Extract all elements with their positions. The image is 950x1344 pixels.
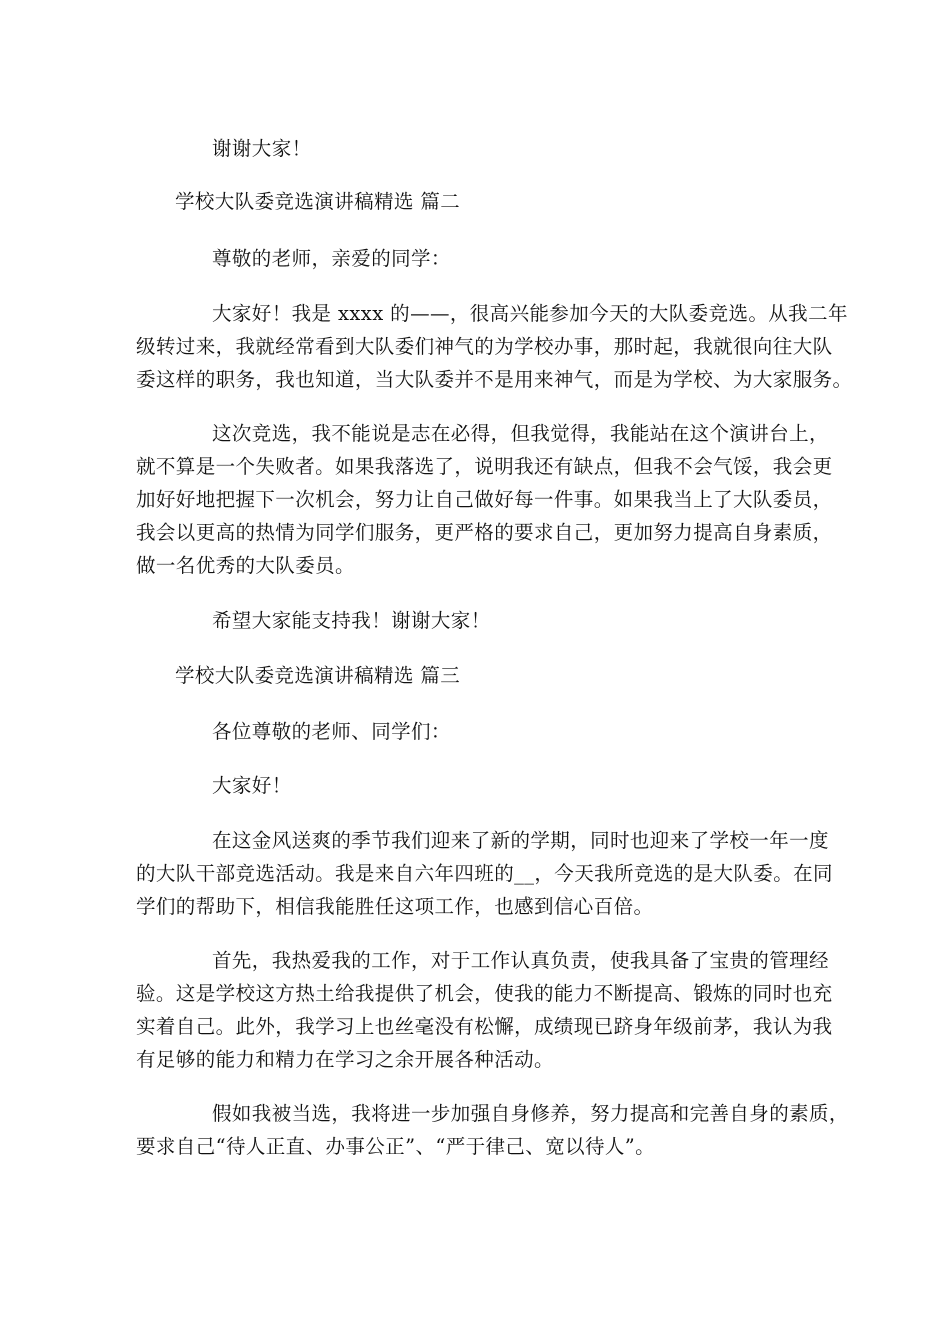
section-heading-2: 学校大队委竞选演讲稿精选 篇二 [175,190,461,213]
paragraph-line: 大家好！我是 xxxx 的——，很高兴能参加今天的大队委竞选。从我二年 [212,302,848,325]
paragraph-line: 有足够的能力和精力在学习之余开展各种活动。 [136,1048,554,1071]
closing-line: 谢谢大家！ [212,137,312,160]
closing-line: 希望大家能支持我！谢谢大家！ [212,609,491,632]
paragraph-line: 假如我被当选，我将进一步加强自身修养，努力提高和完善自身的素质， [212,1102,849,1125]
paragraph-line: 我会以更高的热情为同学们服务，更严格的要求自己，更加努力提高自身素质， [136,521,833,544]
greeting-line: 各位尊敬的老师、同学们： [212,720,451,743]
paragraph-line: 的大队干部竞选活动。我是来自六年四班的__，今天我所竞选的是大队委。在同 [136,862,833,885]
paragraph-line: 在这金风送爽的季节我们迎来了新的学期，同时也迎来了学校一年一度 [212,829,829,852]
greeting-line: 尊敬的老师，亲爱的同学： [212,247,451,270]
paragraph-line: 做一名优秀的大队委员。 [136,554,355,577]
paragraph-line: 要求自己“待人正直、办事公正”、“严于律己、宽以待人”。 [136,1135,656,1158]
paragraph-line: 这次竞选，我不能说是志在必得，但我觉得，我能站在这个演讲台上， [212,422,829,445]
paragraph-line: 级转过来，我就经常看到大队委们神气的为学校办事，那时起，我就很向往大队 [136,335,833,358]
paragraph-line: 委这样的职务，我也知道，当大队委并不是用来神气，而是为学校、为大家服务。 [136,368,853,391]
paragraph-line: 就不算是一个失败者。如果我落选了，说明我还有缺点，但我不会气馁，我会更 [136,455,833,478]
paragraph-line: 实着自己。此外，我学习上也丝毫没有松懈，成绩现已跻身年级前茅，我认为我 [136,1015,833,1038]
paragraph-line: 首先，我热爱我的工作，对于工作认真负责，使我具备了宝贵的管理经 [212,949,829,972]
paragraph-line: 加好好地把握下一次机会，努力让自己做好每一件事。如果我当上了大队委员， [136,488,833,511]
hello-line: 大家好！ [212,774,292,797]
paragraph-line: 验。这是学校这方热土给我提供了机会，使我的能力不断提高、锻炼的同时也充 [136,982,833,1005]
section-heading-3: 学校大队委竞选演讲稿精选 篇三 [175,664,461,687]
paragraph-line: 学们的帮助下，相信我能胜任这项工作，也感到信心百倍。 [136,895,654,918]
